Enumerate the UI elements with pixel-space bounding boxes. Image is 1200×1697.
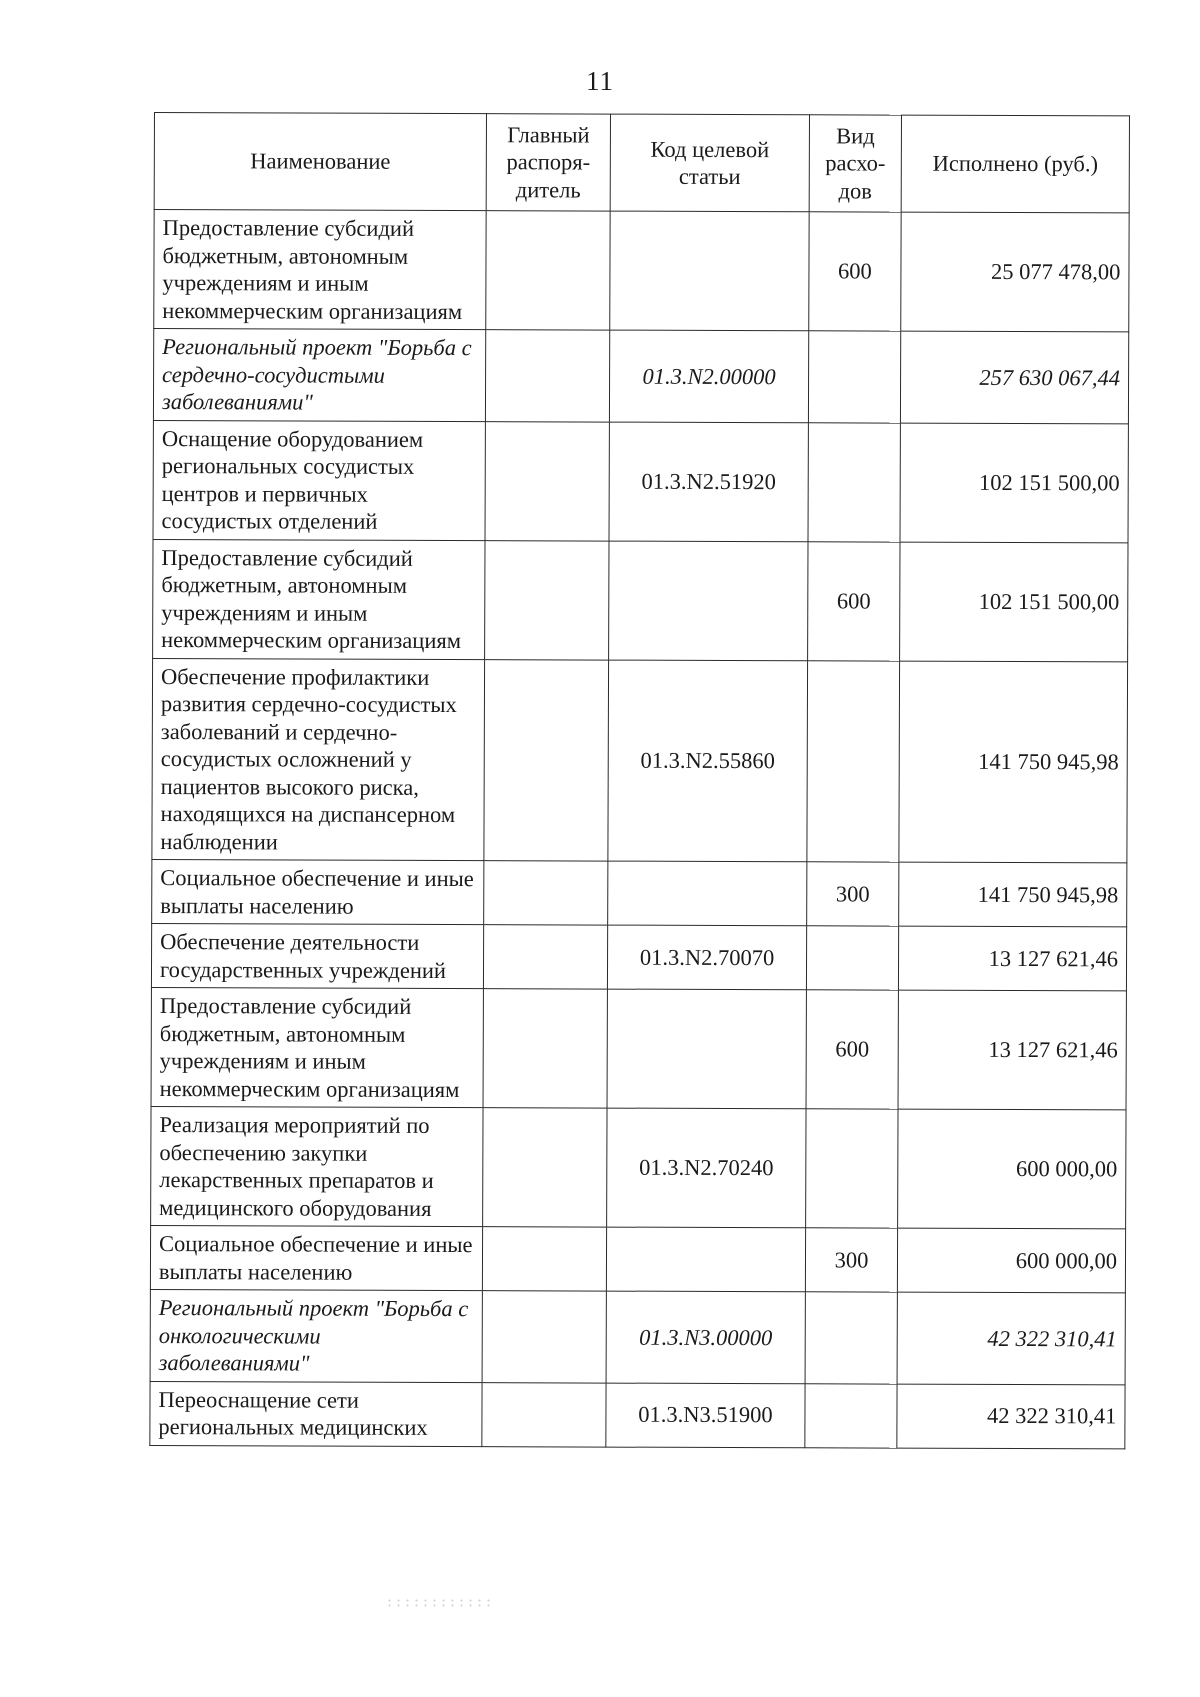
scan-artifact [385,1598,495,1608]
table-row [151,987,1126,1109]
row-expense-kind [805,1292,897,1384]
row-name: Социальное обеспечение и иные выплаты населению [150,1225,482,1290]
row-expense-kind [808,331,900,423]
row-expense-kind: 600 [806,990,898,1109]
row-main-manager [483,989,607,1108]
table-row [151,1106,1126,1228]
row-expense-kind [808,422,900,541]
row-executed-amount: 13 127 621,46 [898,926,1126,991]
row-name: Региональный проект "Борьба с онкологическими заболеваниями" [150,1289,482,1382]
header-target-code: Код целевой статьи [610,114,809,212]
row-executed-amount: 600 000,00 [898,1109,1126,1229]
table-row [153,539,1128,661]
row-main-manager [484,659,609,861]
table-row [154,210,1129,332]
row-executed-amount: 141 750 945,98 [899,661,1128,863]
row-executed-amount: 42 322 310,41 [897,1384,1125,1449]
row-target-code: 01.3.N2.51920 [609,422,808,542]
row-target-code [608,861,807,926]
row-expense-kind [806,926,898,990]
row-expense-kind: 300 [805,1228,897,1292]
row-executed-amount: 25 077 478,00 [901,212,1129,332]
row-name: Предоставление субсидий бюджетным, автономным учреждениям и иным некоммерческим организациям [154,210,486,330]
row-main-manager [485,540,609,659]
row-target-code: 01.3.N3.00000 [606,1291,805,1383]
row-main-manager [483,925,607,989]
row-main-manager [484,861,608,925]
row-expense-kind [806,1109,898,1228]
row-executed-amount: 102 151 500,00 [900,423,1128,543]
row-expense-kind: 600 [808,541,900,660]
row-executed-amount: 42 322 310,41 [897,1292,1125,1384]
table-row [151,923,1126,990]
row-executed-amount: 13 127 621,46 [898,990,1126,1110]
row-name: Предоставление субсидий бюджетным, автономным учреждениям и иным некоммерческим организациям [153,539,485,659]
row-name: Обеспечение деятельности государственных учреждений [151,923,483,988]
row-name: Реализация мероприятий по обеспечению закупки лекарственных препаратов и медицинского оборудования [151,1106,483,1226]
row-main-manager [482,1382,606,1446]
row-target-code [607,989,806,1109]
row-name: Обеспечение профилактики развития сердечно-сосудистых заболеваний и сердечно-сосудистых осложнений у пациентов высокого риска, находящихся на диспансерном наблюдении [152,658,485,861]
header-main-manager: Главный распоря-дитель [486,114,610,211]
table-header-row [154,113,1129,213]
row-target-code [606,1227,805,1292]
table-body [150,210,1129,1449]
row-target-code: 01.3.N3.51900 [606,1383,805,1448]
table-row [153,420,1128,542]
row-target-code: 01.3.N2.70070 [607,925,806,990]
row-target-code: 01.3.N2.55860 [608,660,808,862]
row-main-manager [482,1227,606,1291]
row-name: Предоставление субсидий бюджетным, автономным учреждениям и иным некоммерческим организациям [151,987,483,1107]
row-main-manager [485,421,609,540]
page-number: 11 [586,66,614,96]
header-executed-amount: Исполнено (руб.) [901,115,1129,213]
row-expense-kind [805,1383,897,1447]
row-executed-amount: 257 630 067,44 [900,331,1128,423]
row-target-code [609,541,808,661]
row-expense-kind [807,660,900,862]
row-target-code: 01.3.N2.00000 [609,330,808,422]
row-target-code [610,211,809,331]
table-row [152,859,1127,926]
row-name: Социальное обеспечение и иные выплаты населению [152,859,484,924]
row-expense-kind: 600 [809,212,901,331]
row-name: Переоснащение сети региональных медицинских [150,1381,482,1446]
row-main-manager [485,330,609,422]
table-row [150,1225,1125,1292]
row-executed-amount: 102 151 500,00 [900,542,1128,662]
table-row [150,1289,1125,1384]
row-executed-amount: 600 000,00 [897,1228,1125,1293]
table-row [152,658,1128,863]
budget-execution-table [149,112,1130,1449]
row-main-manager [482,1291,606,1383]
row-main-manager [483,1108,607,1227]
table-row [150,1381,1125,1448]
header-name: Наименование [154,113,486,211]
table-row [153,329,1128,424]
row-name: Региональный проект "Борьба с сердечно-сосудистыми заболеваниями" [153,329,485,422]
row-expense-kind: 300 [807,862,899,926]
row-target-code: 01.3.N2.70240 [607,1108,806,1228]
row-executed-amount: 141 750 945,98 [899,862,1127,927]
row-name: Оснащение оборудованием региональных сосудистых центров и первичных сосудистых отделений [153,420,485,540]
row-main-manager [486,211,610,330]
header-expense-kind: Вид расхо-дов [809,115,901,212]
